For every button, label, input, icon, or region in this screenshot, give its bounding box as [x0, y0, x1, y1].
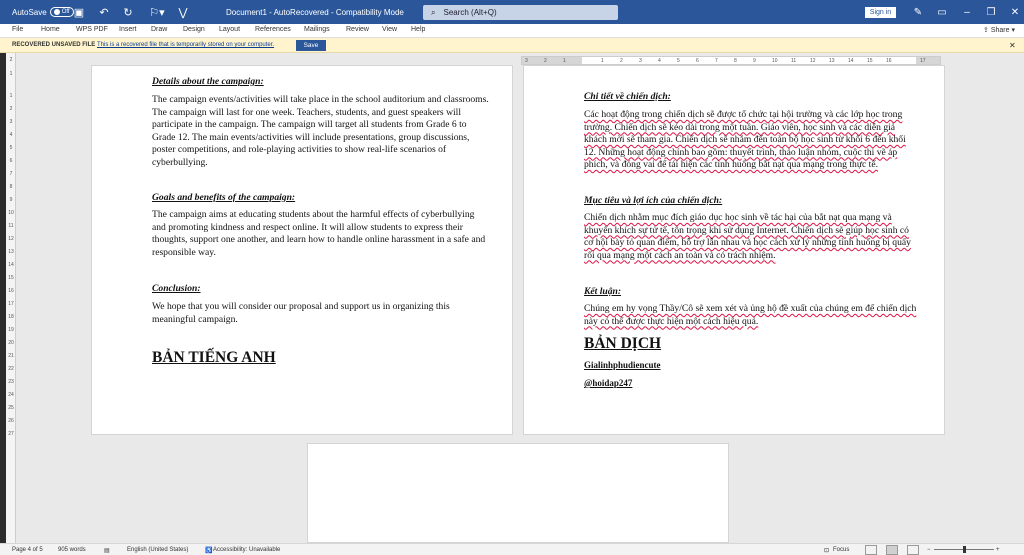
accessibility-status[interactable]: Accessibility: Unavailable — [213, 547, 281, 553]
undo-icon[interactable]: ↶ — [99, 6, 109, 19]
h-tick: 3 — [639, 58, 642, 64]
v-tick: 16 — [8, 288, 14, 294]
page-translation[interactable] — [523, 65, 945, 435]
v-tick: 21 — [8, 353, 14, 359]
v-tick: 24 — [8, 392, 14, 398]
vertical-ruler[interactable] — [6, 53, 16, 543]
minimize-icon[interactable]: – — [964, 6, 970, 18]
recovered-message-link[interactable]: This is a recovered file that is temporarily stored on your computer. — [97, 42, 275, 48]
h-tick: 3 — [525, 58, 528, 64]
title-translation: BẢN DỊCH — [584, 335, 662, 352]
sign-in-button[interactable]: Sign in — [865, 7, 896, 18]
v-tick: 7 — [9, 171, 13, 177]
v-tick: 13 — [8, 249, 14, 255]
tab-view[interactable]: View — [382, 26, 398, 33]
v-tick: 6 — [9, 158, 13, 164]
redo-icon[interactable]: ↻ — [123, 6, 133, 19]
share-label: Share — [990, 27, 1010, 34]
chevron-down-icon: ▾ — [1009, 27, 1015, 34]
title-bar — [0, 0, 1024, 24]
v-tick: 10 — [8, 210, 14, 216]
tab-mailings[interactable]: Mailings — [304, 26, 330, 33]
ruler-margin-left — [522, 57, 582, 64]
h-tick: 16 — [886, 58, 892, 64]
search-box[interactable] — [423, 5, 618, 20]
credit-handle: @hoidap247 — [584, 378, 633, 388]
focus-icon: ⊡ — [824, 548, 830, 554]
web-layout-icon[interactable] — [907, 545, 919, 555]
title-english-version: BẢN TIẾNG ANH — [152, 349, 276, 366]
print-layout-icon[interactable] — [886, 545, 898, 555]
zoom-slider[interactable] — [934, 549, 994, 550]
tab-layout[interactable]: Layout — [219, 26, 241, 33]
paragraph-goals-vi: Chiến dịch nhằm mục đích giáo dục học sinh về tác hại của bắt nạt qua mạng và khuyến khích sự tử tế, tôn trọng khi sử dụng Internet. Chiến dịch sẽ giúp học sinh có cơ hội bày tỏ quan điểm, hỗ trợ lẫn nhau và học cách xử lý những tình huống bị quấy rối qua mạng một cách an toàn và có trách nhiệm. — [584, 212, 911, 261]
heading-conclusion-vi: Kết luận: — [584, 286, 622, 297]
v-tick: 11 — [8, 223, 14, 229]
zoom-slider-thumb[interactable] — [963, 546, 966, 553]
accessibility-icon: ♿ — [205, 548, 213, 554]
paragraph-details-vi: Các hoạt động trong chiến dịch sẽ được tổ chức tại hội trường và các lớp học trong trường. Chiến dịch sẽ kéo dài trong một tuần. Giáo viên, học sinh và các diễn giả khách mời sẽ tham gia. Chiến dịch sẽ nhắm đến toàn bộ học sinh từ khối 6 đến khối 12. Những hoạt động chính bao gồm: thuyết trình, thảo luận nhóm, cuộc thi vẽ áp phích, và đóng vai để tái hiện các tình huống bắt nạt qua mạng trong thực tế. — [584, 109, 906, 170]
credit-author: Gialinhphudiencute — [584, 360, 661, 370]
customize-toolbar-icon[interactable]: ⚐▾ — [149, 6, 165, 19]
save-icon[interactable]: ▣ — [73, 6, 85, 19]
autosave-label: AutoSave — [12, 7, 47, 17]
maximize-icon[interactable]: ❐ — [986, 6, 996, 18]
v-tick: 12 — [8, 236, 14, 242]
heading-details: Details about the campaign: — [152, 76, 264, 87]
v-tick: 5 — [9, 145, 13, 151]
v-tick: 20 — [8, 340, 14, 346]
ribbon-display-icon[interactable]: ▭ — [937, 6, 947, 18]
word-count[interactable]: 905 words — [58, 547, 86, 553]
share-button[interactable] — [983, 26, 1015, 34]
v-tick: 14 — [8, 262, 14, 268]
h-tick: 14 — [848, 58, 854, 64]
recovered-file-bar — [0, 38, 1024, 53]
h-tick: 15 — [867, 58, 873, 64]
menu-bar — [0, 24, 1024, 38]
h-tick: 10 — [772, 58, 778, 64]
h-tick: 11 — [791, 58, 797, 64]
h-tick: 5 — [677, 58, 680, 64]
heading-goals-vi: Mục tiêu và lợi ích của chiến dịch: — [584, 195, 723, 206]
v-tick: 22 — [8, 366, 14, 372]
language-status[interactable]: English (United States) — [127, 547, 189, 553]
paragraph-goals: The campaign aims at educating students about the harmful effects of cyberbullying and promoting kindness and respect online. It will allow students to express their thoughts, support one another, and learn how to handle online harassment in a safe and responsible way. — [152, 209, 486, 258]
zoom-in-icon[interactable]: + — [996, 547, 1000, 553]
zoom-out-icon[interactable]: − — [927, 547, 931, 553]
h-tick: 1 — [601, 58, 604, 64]
h-tick: 12 — [810, 58, 816, 64]
v-tick: 1 — [9, 93, 13, 99]
search-icon: ⌕ — [431, 7, 436, 17]
tab-home[interactable]: Home — [41, 26, 60, 33]
autosave-toggle[interactable] — [50, 7, 74, 17]
proofing-icon[interactable]: ▤ — [104, 548, 110, 554]
autosave-control[interactable] — [12, 0, 74, 24]
share-icon: ⇪ — [983, 27, 991, 34]
h-tick: 17 — [920, 58, 926, 64]
tab-references[interactable]: References — [255, 26, 291, 33]
h-tick: 2 — [620, 58, 623, 64]
horizontal-ruler[interactable] — [521, 56, 941, 65]
heading-details-vi: Chi tiết về chiến dịch: — [584, 91, 671, 102]
tab-file[interactable]: File — [12, 26, 24, 33]
v-tick: 18 — [8, 314, 14, 320]
focus-mode[interactable]: Focus — [833, 547, 850, 553]
search-placeholder: Search (Alt+Q) — [443, 8, 497, 17]
close-infobar-icon[interactable]: ✕ — [1009, 40, 1016, 50]
h-tick: 1 — [563, 58, 566, 64]
paragraph-conclusion-vi: Chúng em hy vọng Thầy/Cô sẽ xem xét và ủng hộ đề xuất của chúng em để chiến dịch này có thể được thực hiện một cách hiệu quả. — [584, 303, 917, 327]
v-tick: 2 — [9, 106, 13, 112]
recovered-label: RECOVERED UNSAVED FILE — [12, 42, 96, 48]
paragraph-conclusion: We hope that you will consider our proposal and support us in organizing this meaningful campaign. — [152, 301, 450, 325]
document-title: Document1 - AutoRecovered - Compatibility Mode — [226, 7, 404, 17]
tab-wps-pdf[interactable]: WPS PDF — [76, 26, 108, 33]
toggle-knob — [54, 9, 60, 15]
h-tick: 13 — [829, 58, 835, 64]
tab-draw[interactable]: Draw — [151, 26, 168, 33]
v-tick: 4 — [9, 132, 13, 138]
h-tick: 4 — [658, 58, 661, 64]
read-mode-icon[interactable] — [865, 545, 877, 555]
h-tick: 6 — [696, 58, 699, 64]
pen-icon[interactable]: ✎ — [913, 6, 923, 18]
h-tick: 9 — [753, 58, 756, 64]
tab-help[interactable]: Help — [411, 26, 426, 33]
page-english[interactable] — [91, 65, 513, 435]
v-tick: 23 — [8, 379, 14, 385]
v-tick: 19 — [8, 327, 14, 333]
paragraph-details: The campaign events/activities will take place in the school auditorium and classrooms. The campaign will last for one week. Teachers, students, and guest speakers will participate in the campaign. The campaign will target all students from Grade 6 to Grade 12. The main events/activities will include presentations, group discussions, poster competitions, and role-playing activities to show real-life scenarios of cyberbullying. — [152, 94, 489, 168]
v-tick: 17 — [8, 301, 14, 307]
h-tick: 2 — [544, 58, 547, 64]
infobar-save-button[interactable]: Save — [296, 40, 326, 51]
h-tick: 7 — [715, 58, 718, 64]
v-tick: 1 — [9, 71, 13, 77]
h-tick: 8 — [734, 58, 737, 64]
status-bar — [0, 543, 1024, 555]
tab-insert[interactable]: Insert — [119, 26, 137, 33]
v-tick: 25 — [8, 405, 14, 411]
heading-conclusion: Conclusion: — [152, 283, 201, 294]
tab-review[interactable]: Review — [346, 26, 369, 33]
autosave-state: Off — [61, 9, 70, 15]
tab-design[interactable]: Design — [183, 26, 205, 33]
close-icon[interactable]: ✕ — [1010, 6, 1020, 18]
v-tick: 26 — [8, 418, 14, 424]
more-commands-icon[interactable]: ⋁ — [178, 6, 188, 19]
heading-goals: Goals and benefits of the campaign: — [152, 192, 296, 203]
v-tick: 8 — [9, 184, 13, 190]
v-tick: 3 — [9, 119, 13, 125]
page-blank[interactable] — [307, 443, 729, 543]
v-tick: 9 — [9, 197, 13, 203]
v-tick: 2 — [9, 57, 13, 63]
page-count[interactable]: Page 4 of 5 — [12, 547, 43, 553]
v-tick: 27 — [8, 431, 14, 437]
v-tick: 15 — [8, 275, 14, 281]
